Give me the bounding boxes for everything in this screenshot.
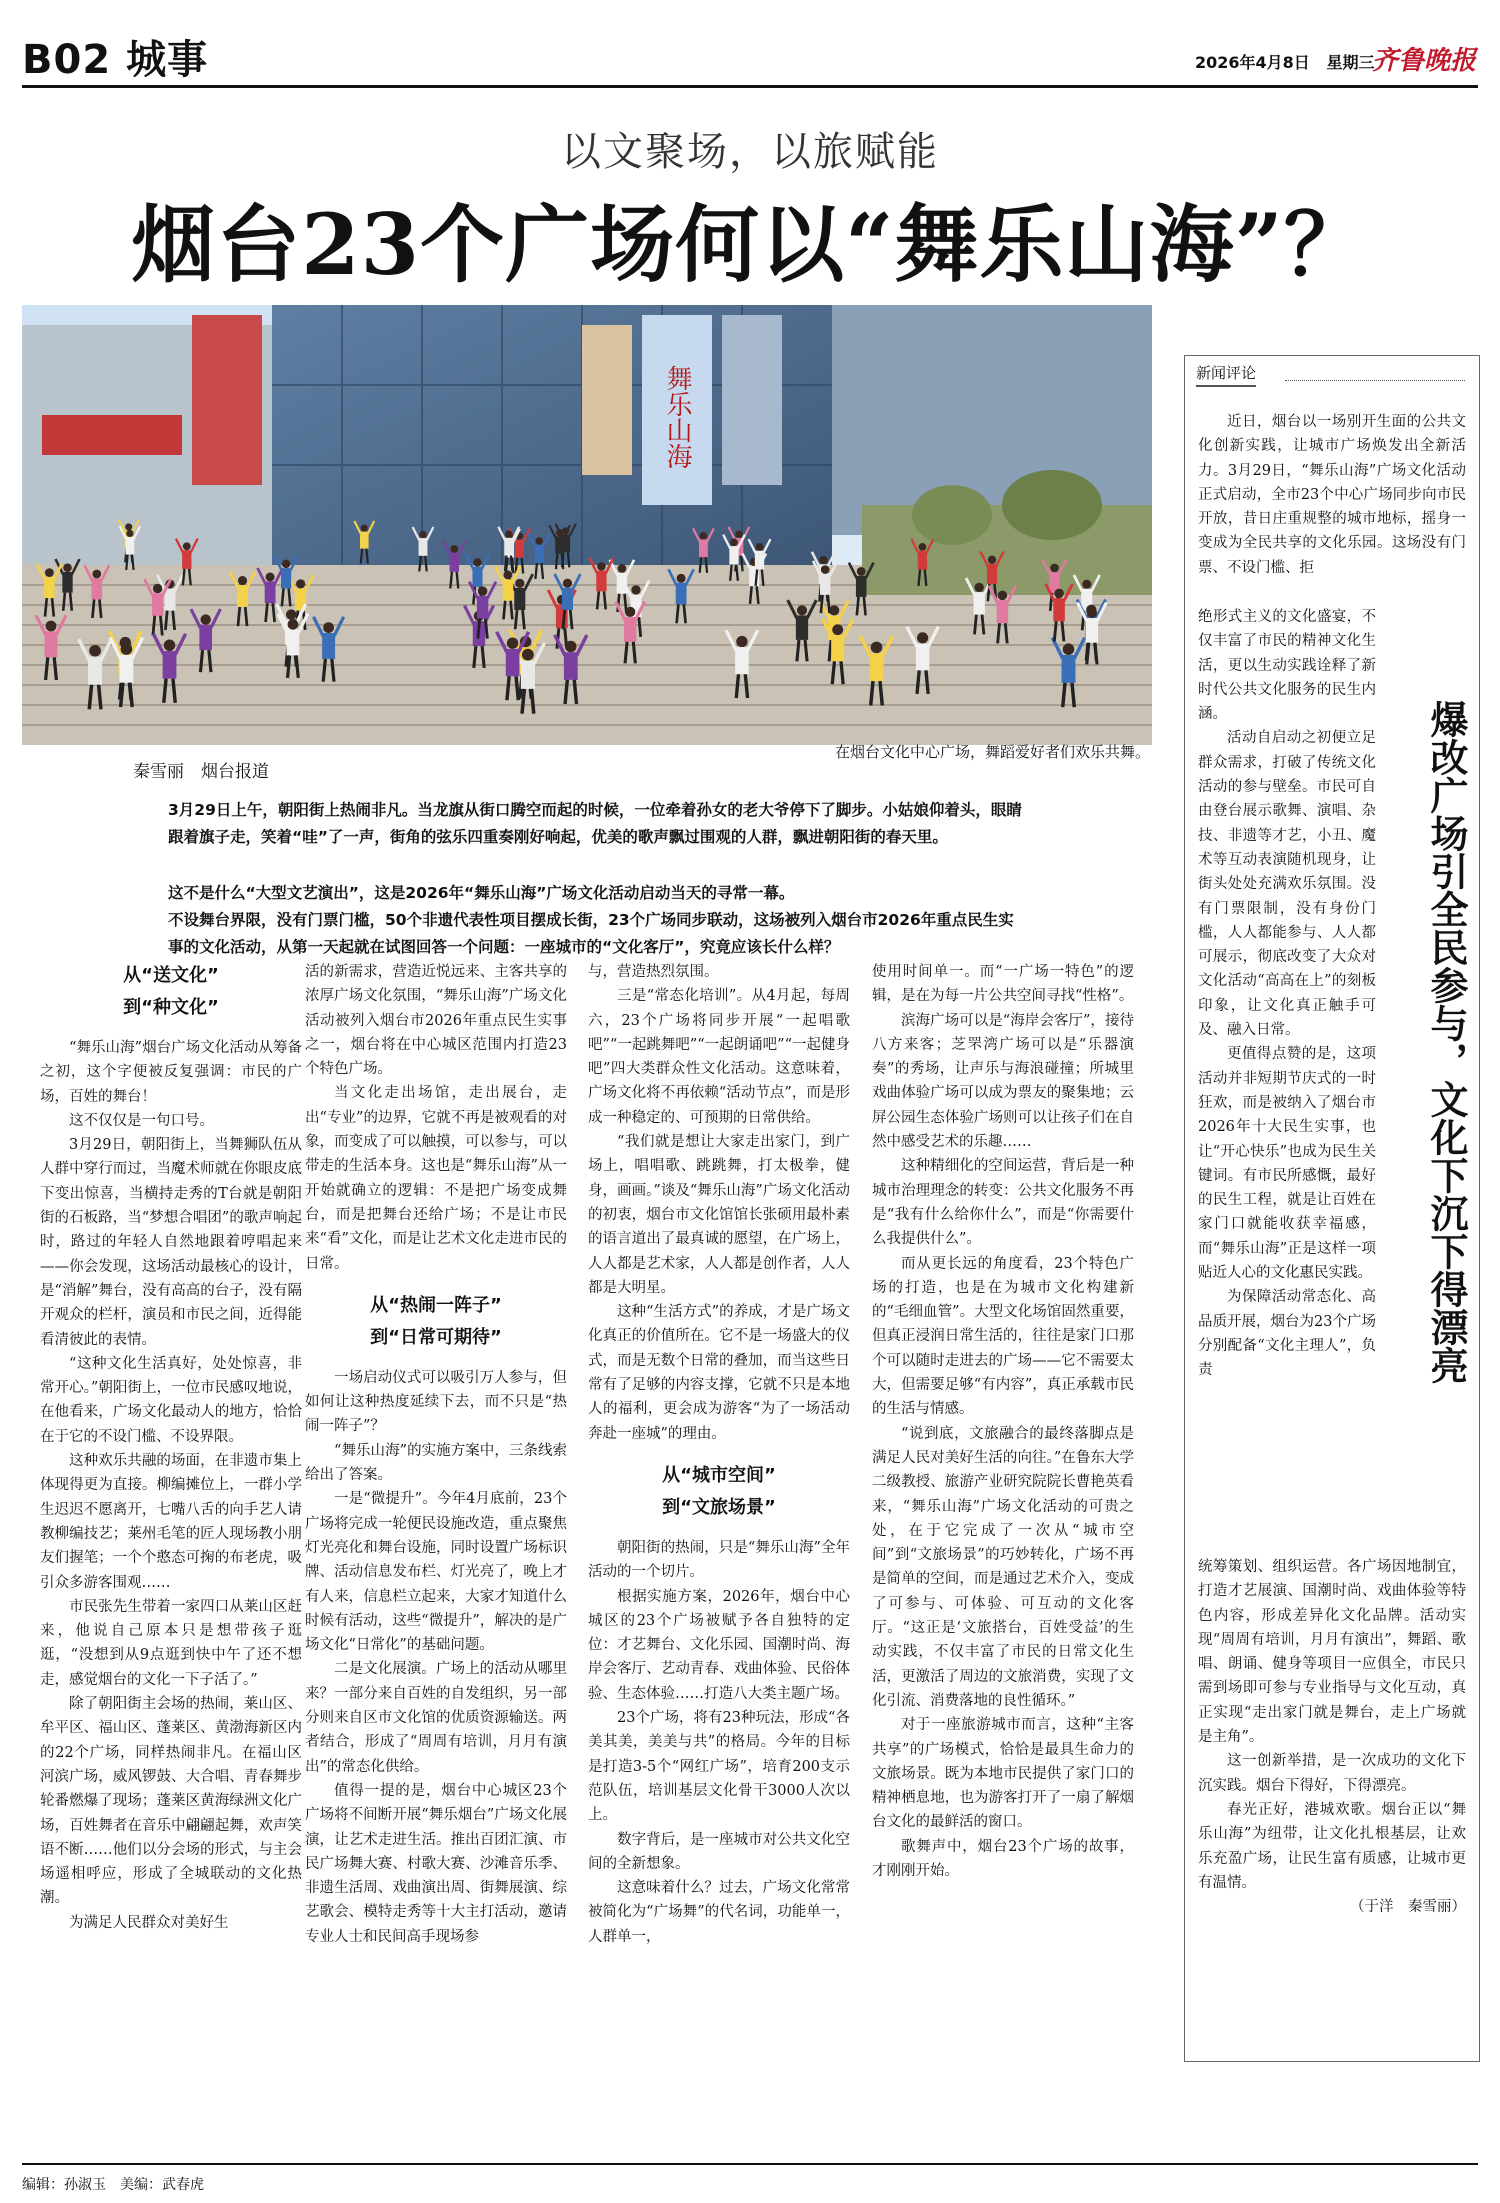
lead-photo xyxy=(22,305,1152,745)
article-column-4 xyxy=(872,960,1134,1883)
paragraph: 而从更长远的角度看，23个特色广场的打造，也是在为城市文化构建新的“毛细血管”。大型文化场馆固然重要，但真正浸润日常生活的，往往是家门口那个可以随时走进去的广场——它不需要太大，但需要足够“有内容”，真正承载市民的生活与情感。 xyxy=(872,1255,1134,1418)
article-column-3 xyxy=(588,960,850,1949)
section-heading-1: 从“送文化” 到“种文化” xyxy=(123,965,219,1018)
masthead-logo: 齐鲁晚报 xyxy=(1372,46,1477,76)
main-headline: 烟台23个广场何以“舞乐山海”？ xyxy=(131,195,1369,294)
plaza-dance-photo xyxy=(22,305,1152,745)
paragraph: 根据实施方案，2026年，烟台中心城区的23个广场被赋予各自独特的定位：才艺舞台、文化乐园、国潮时尚、海岸会客厅、艺动青春、戏曲体验、民俗体验、生态体验……打造八大类主题广场。 xyxy=(588,1588,850,1702)
paragraph: 为满足人民群众对美好生 xyxy=(69,1914,229,1931)
paragraph: 活的新需求，营造近悦远来、主客共享的浓厚广场文化氛围，“舞乐山海”广场文化活动被列入烟台市2026年重点民生实事之一，烟台将在中心城区范围内打造23个特色广场。 xyxy=(305,964,567,1078)
page-number: B02 城事 xyxy=(22,37,209,83)
paragraph: “舞乐山海”烟台广场文化活动从筹备之初，这个字便被反复强调：市民的广场，百姓的舞台！ xyxy=(40,1040,302,1105)
paragraph: 这意味着什么？过去，广场文化常常被简化为“广场舞”的代名词，功能单一，人群单一， xyxy=(588,1880,850,1945)
paragraph: 三是“常态化培训”。从4月起，每周六，23个广场将同步开展“一起唱歌吧”“一起跳舞吧”“一起朗诵吧”“一起健身吧”四大类群众性文化活动。这意味着，广场文化将不再依赖“活动节点”，而是形成一种稳定的、可预期的日常供给。 xyxy=(588,988,850,1126)
paragraph: 23个广场，将有23种玩法，形成“各美其美，美美与共”的格局。今年的目标是打造3-5个“网红广场”，培育200支示范队伍，培训基层文化骨干3000人次以上。 xyxy=(588,1710,850,1824)
paragraph: 与，营造热烈氛围。 xyxy=(588,964,719,980)
paragraph: “舞乐山海”的实施方案中，三条线索给出了答案。 xyxy=(305,1442,567,1484)
label-rule xyxy=(1285,380,1465,381)
paragraph: “我们就是想让大家走出家门，到广场上，唱唱歌、跳跳舞，打太极拳，健身，画画。”谈及“舞乐山海”广场文化活动的初衷，烟台市文化馆馆长张硕用最朴素的语言道出了最真诚的愿望，在广场上，人人都是艺术家，人人都是创作者，人人都是大明星。 xyxy=(588,1134,850,1296)
lede-paragraph-1: 3月29日上午，朝阳街上热闹非凡。当龙旗从街口腾空而起的时候，一位牵着孙女的老大爷停下了脚步。小姑娘仰着头，眼睛跟着旗子走，笑着“哇”了一声，街角的弦乐四重奏刚好响起，优美的歌声飘过围观的人群，飘进朝阳街的春天里。 xyxy=(168,801,1022,846)
paragraph: 朝阳街的热闹，只是“舞乐山海”全年活动的一个切片。 xyxy=(588,1539,850,1581)
subheadline: 以文聚场，以旅赋能 xyxy=(561,129,939,175)
commentary-label: 新闻评论 xyxy=(1196,362,1256,387)
paragraph: 歌舞声中，烟台23个广场的故事，才刚刚开始。 xyxy=(872,1838,1134,1879)
paragraph: 这种精细化的空间运营，背后是一种城市治理理念的转变：公共文化服务不再是“我有什么给你什么”，而是“你需要什么我提供什么”。 xyxy=(872,1158,1134,1248)
banner-text: 舞乐山海 xyxy=(662,365,692,469)
commentary-intro: 近日，烟台以一场别开生面的公共文化创新实践，让城市广场焕发出全新活力。3月29日，“舞乐山海”广场文化活动正式启动，全市23个中心广场同步向市民开放，昔日庄重规整的城市地标，摇身一变成为全民共享的文化乐园。这场没有门票、不设门槛、拒 xyxy=(1198,414,1466,576)
section-heading-2: 从“热闹一阵子” 到“日常可期待” xyxy=(370,1294,502,1348)
lede-paragraph-3: 不设舞台界限，没有门票门槛，50个非遗代表性项目摆成长街，23个广场同步联动，这场被列入烟台市2026年重点民生实事的文化活动，从第一天起就在试图回答一个问题：一座城市的“文化客厅”，究竟应该长什么样？ xyxy=(168,911,1014,956)
dateline xyxy=(1195,50,1375,73)
footer-rule xyxy=(22,2163,1478,2165)
paragraph: “说到底，文旅融合的最终落脚点是满足人民对美好生活的向往。”在鲁东大学二级教授、旅游产业研究院院长曹艳英看来，“舞乐山海”广场文化活动的可贵之处，在于它完成了一次从“城市空间”到“文旅场景”的巧妙转化，广场不再是简单的空间，而是通过艺术介入，变成了可参与、可体验、可互动的文化客厅。“这正是‘文旅搭台，百姓受益’的生动实践，不仅丰富了市民的日常文化生活，更激活了周边的文旅消费，实现了文化引流、消费落地的良性循环。” xyxy=(872,1425,1134,1709)
paragraph: 一场启动仪式可以吸引万人参与，但如何让这种热度延续下去，而不只是“热闹一阵子”？ xyxy=(305,1369,567,1435)
paragraph: 滨海广场可以是“海岸会客厅”，接待八方来客；芝罘湾广场可以是“乐器演奏”的秀场，让声乐与海浪碰撞；所城里戏曲体验广场可以成为票友的聚集地；云屏公园生态体验广场则可以让孩子们在自然中感受艺术的乐趣…… xyxy=(872,1012,1134,1151)
paragraph: 这种“生活方式”的养成，才是广场文化真正的价值所在。它不是一场盛大的仪式，而是无数个日常的叠加，而当这些日常有了足够的内容支撑，它就不只是本地人的福利，更会成为游客“为了一场活动奔赴一座城”的理由。 xyxy=(588,1304,850,1442)
paragraph: 市民张先生带着一家四口从莱山区赶来，他说自己原本只是想带孩子逛逛，“没想到从9点逛到快中午了还不想走，感觉烟台的文化一下子活了。” xyxy=(40,1598,302,1688)
commentary-narrow-text: 绝形式主义的文化盛宴，不仅丰富了市民的精神文化生活，更以生动实践诠释了新时代公共文化服务的民生内涵。 活动自启动之初便立足群众需求，打破了传统文化活动的参与壁垒。市民可自由登台展示歌舞、演唱、杂技、非遗等才艺，小丑、魔术等互动表演随机现身，让街头处处充满欢乐氛围。没有门票限制，没有身份门槛，人人都能参与、人人都可展示，彻底改变了大众对文化活动“高高在上”的刻板印象，让文化真正触手可及、融入日常。 更值得点赞的是，这项活动并非短期节庆式的一时狂欢，而是被纳入了烟台市2026年十大民生实事，也让“开心快乐”也成为民生关键词。有市民所感慨，最好的民生工程，就是让百姓在家门口就能收获幸福感，而“舞乐山海”正是这样一项贴近人心的文化惠民实践。 为保障活动常态化、高品质开展，烟台为23个广场分别配备“文化主理人”，负责 xyxy=(1198,609,1376,1379)
paragraph: 二是文化展演。广场上的活动从哪里来？一部分来自百姓的自发组织，另一部分则来自区市文化馆的优质资源输送。两者结合，形成了“周周有培训，月月有演出”的常态化供给。 xyxy=(305,1661,567,1775)
paragraph: 一是“微提升”。今年4月底前，23个广场将完成一轮便民设施改造，重点聚焦灯光亮化和舞台设施，同时设置广场标识牌、活动信息发布栏、灯光亮了，晚上才有人来，信息栏立起来，大家才知道什么时候有活动，这些“微提升”，解决的是广场文化“日常化”的基础问题。 xyxy=(305,1491,567,1654)
paragraph: “这种文化生活真好，处处惊喜，非常开心。”朝阳街上，一位市民感叹地说，在他看来，广场文化最动人的地方，恰恰在于它的不设门槛、不设界限。 xyxy=(40,1355,302,1445)
article-column-1 xyxy=(40,960,302,1935)
paragraph: 当文化走出场馆，走出展台，走出“专业”的边界，它就不再是被观看的对象，而变成了可以触摸，可以参与，可以带走的生活本身。这也是“舞乐山海”从一开始就确立的逻辑：不是把广场变成舞台，而是把舞台还给广场；不是让市民来“看”文化，而是让艺术文化走进市民的日常。 xyxy=(305,1085,567,1272)
paragraph: 这种欢乐共融的场面，在非遗市集上体现得更为直接。柳编摊位上，一群小学生迟迟不愿离开，七嘴八舌的向手艺人请教柳编技艺；莱州毛笔的匠人现场教小朋友们握笔；一个个憨态可掬的布老虎，吸引众多游客围观…… xyxy=(40,1453,302,1591)
issue-weekday: 星期三 xyxy=(1326,53,1375,72)
lede-paragraph-2: 这不是什么“大型文艺演出”，这是2026年“舞乐山海”广场文化活动启动当天的寻常一幕。 xyxy=(168,884,795,902)
paragraph: 3月29日，朝阳街上，当舞狮队伍从人群中穿行而过，当魔术师就在你眼皮底下变出惊喜，当横持走秀的T台就是朝阳街的石板路，当“梦想合唱团”的歌声响起时，路过的年轻人自然地跟着哼唱起来——你会发现，这场活动最核心的设计，是“消解”舞台，没有高高的台子，没有隔开观众的栏杆，演员和市民之间，近得能看清彼此的表情。 xyxy=(40,1137,302,1348)
paragraph: 这不仅仅是一句口号。 xyxy=(69,1112,214,1129)
paragraph: 对于一座旅游城市而言，这种“主客共享”的广场模式，恰恰是最具生命力的文旅场景。既为本地市民提供了家门口的精神栖息地，也为游客打开了一扇了解烟台文化的最鲜活的窗口。 xyxy=(872,1717,1134,1831)
issue-date: 2026年4月8日 xyxy=(1195,53,1310,72)
paragraph: 使用时间单一。而“一广场一特色”的逻辑，是在为每一片公共空间寻找“性格”。 xyxy=(872,964,1134,1005)
commentary-signature: （于洋 秦雪丽） xyxy=(1350,1899,1466,1916)
editor-credits: 编辑：孙淑玉 美编：武春虎 xyxy=(22,2177,204,2193)
byline: 秦雪丽 烟台报道 xyxy=(133,762,269,782)
article-column-2 xyxy=(305,960,567,1949)
paragraph: 值得一提的是，烟台中心城区23个广场将不间断开展“舞乐烟台”广场文化展演，让艺术走进生活。推出百团汇演、市民广场舞大赛、村歌大赛、沙滩音乐季、非遗生活周、戏曲演出周、街舞展演、综艺歌会、模特走秀等十大主打活动，邀请专业人士和民间高手现场参 xyxy=(305,1782,567,1945)
photo-caption: 在烟台文化中心广场，舞蹈爱好者们欢乐共舞。 xyxy=(834,743,1150,761)
paragraph: 数字背后，是一座城市对公共文化空间的全新想象。 xyxy=(588,1831,850,1872)
paragraph: 除了朝阳街主会场的热闹，莱山区、牟平区、福山区、蓬莱区、黄渤海新区内的22个广场，同样热闹非凡。在福山区河滨广场，威风锣鼓、大合唱、青春舞步轮番燃爆了现场；蓬莱区黄海绿洲文化广场，百姓舞者在音乐中翩翩起舞，欢声笑语不断……他们以分会场的形式，与主会场遥相呼应，形成了全城联动的文化热潮。 xyxy=(40,1696,302,1907)
commentary-wide-text: 统筹策划、组织运营。各广场因地制宜，打造才艺展演、国潮时尚、戏曲体验等特色内容，形成差异化文化品牌。活动实现“周周有培训，月月有演出”，舞蹈、歌唱、朗诵、健身等项目一应俱全，市民只需到场即可参与专业指导与文化互动，真正实现“走出家门就是舞台，走上广场就是主角”。 这一创新举措，是一次成功的文化下沉实践。烟台下得好，下得漂亮。 春光正好，港城欢歌。烟台正以“舞乐山海”为纽带，让文化扎根基层，让欢乐充盈广场，让民生富有质感，让城市更有温情。 （于洋 秦雪丽） xyxy=(1198,1555,1466,1919)
commentary-headline: 爆改广场引全民参与，文化下沉下得漂亮 xyxy=(1424,700,1469,1384)
header-rule xyxy=(22,85,1478,88)
section-heading-3: 从“城市空间” 到“文旅场景” xyxy=(662,1464,776,1518)
